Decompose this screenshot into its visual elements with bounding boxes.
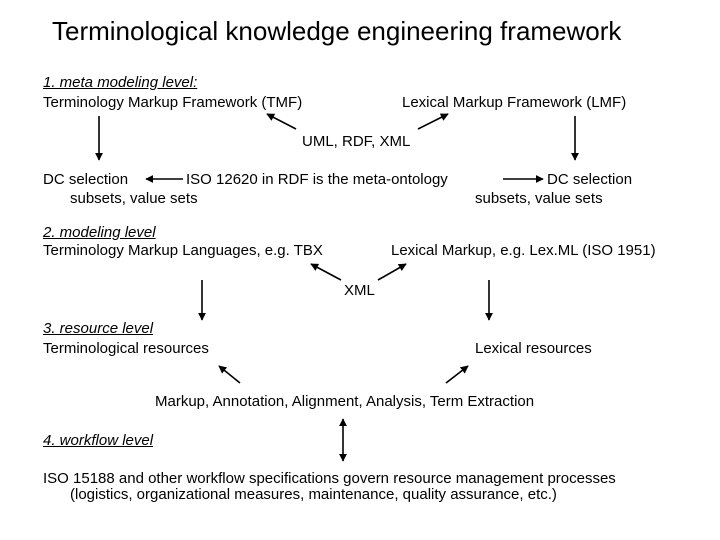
subsets-right: subsets, value sets <box>475 190 603 207</box>
arrow-uml-to-tmf <box>267 114 296 129</box>
arrow-xml-to-lexml <box>378 264 406 280</box>
lexical-resources-label: Lexical resources <box>475 340 592 357</box>
dc-selection-left: DC selection <box>43 171 129 188</box>
arrow-xml-to-tbx <box>311 264 341 280</box>
lexml-label: Lexical Markup, e.g. Lex.ML (ISO 1951) <box>391 242 656 259</box>
iso15188-label: ISO 15188 and other workflow specifications govern resource management processes <box>43 470 616 487</box>
terminological-resources-label: Terminological resources <box>43 340 209 357</box>
processes-label: Markup, Annotation, Alignment, Analysis, Term Extraction <box>155 393 535 410</box>
iso12620-label: ISO 12620 in RDF is the meta-ontology <box>186 171 448 188</box>
uml-rdf-xml-label: UML, RDF, XML <box>302 133 411 150</box>
level3-heading: 3. resource level <box>43 320 154 337</box>
lmf-label: Lexical Markup Framework (LMF) <box>402 94 627 111</box>
tbx-label: Terminology Markup Languages, e.g. TBX <box>43 242 323 259</box>
level4-heading: 4. workflow level <box>43 432 154 449</box>
arrow-processes-to-lex <box>446 366 468 383</box>
diagram-title: Terminological knowledge engineering framework <box>52 16 622 46</box>
arrow-processes-to-term <box>219 366 240 383</box>
dc-selection-right: DC selection <box>547 171 633 188</box>
workflow-details-label: (logistics, organizational measures, maintenance, quality assurance, etc.) <box>70 486 557 503</box>
arrow-uml-to-lmf <box>418 114 448 129</box>
subsets-left: subsets, value sets <box>70 190 198 207</box>
tmf-label: Terminology Markup Framework (TMF) <box>43 94 303 111</box>
level1-heading: 1. meta modeling level: <box>43 74 198 91</box>
xml-label: XML <box>344 282 375 299</box>
level2-heading: 2. modeling level <box>43 224 156 241</box>
